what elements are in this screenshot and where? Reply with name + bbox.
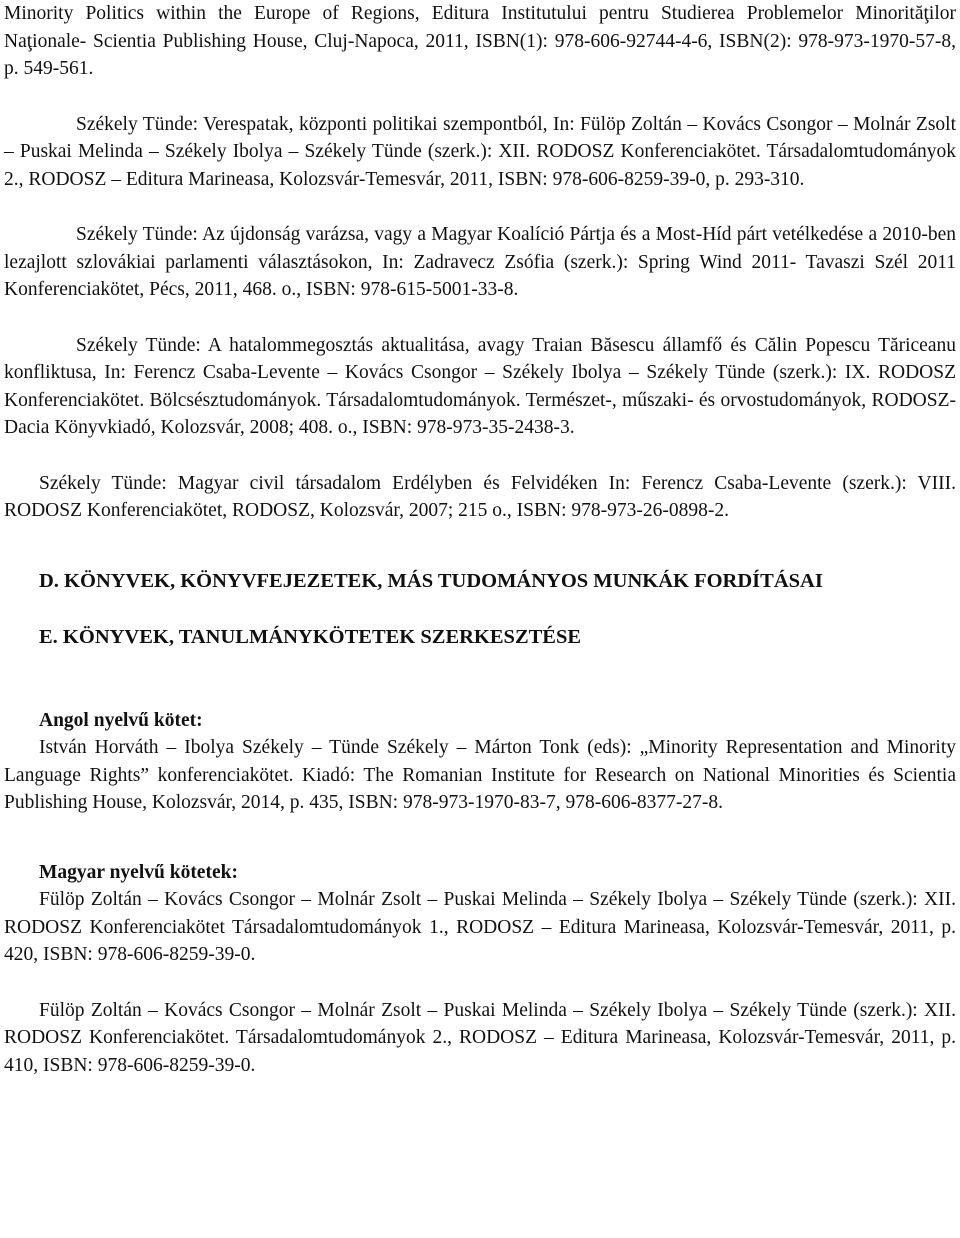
section-heading-d: D. KÖNYVEK, KÖNYVFEJEZETEK, MÁS TUDOMÁNYOS MUNKÁK FORDÍTÁSAI xyxy=(39,569,823,592)
hungarian-volume-entry-1: Fülöp Zoltán – Kovács Csongor – Molnár Zsolt – Puskai Melinda – Székely Ibolya – Székely Tünde (szerk.): XII. RODOSZ Konferenciakötet Társadalomtudományok 1., RODOSZ – Editura Marineasa, Kolozsvár-Temesvár, 2011, p. 420, ISBN: 978-606-8259-39-0. xyxy=(4,889,956,965)
citation-ujdonsag-varazsa: Székely Tünde: Az újdonság varázsa, vagy a Magyar Koalíció Pártja és a Most-Híd párt vetélkedése a 2010-ben lezajlott szlovákiai parlamenti választásokon, In: Zadravecz Zsófia (szerk.): Spring Wind 2011- Tavaszi Szél 2011 Konferenciakötet, Pécs, 2011, 468. o., ISBN: 978-615-5001-33-8. xyxy=(4,224,956,300)
citation-civil-tarsadalom: Székely Tünde: Magyar civil társadalom Erdélyben és Felvidéken In: Ferencz Csaba-Levente (szerk.): VIII. RODOSZ Konferenciakötet, RODOSZ, Kolozsvár, 2007; 215 o., ISBN: 978-973-26-0898-2. xyxy=(4,472,956,521)
english-volume-entry: István Horváth – Ibolya Székely – Tünde Székely – Márton Tonk (eds): „Minority Representation and Minority Language Rights” konferenciakötet. Kiadó: The Romanian Institute for Research on National Minorities és Scientia Publishing House, Kolozsvár, 2014, p. 435, ISBN: 978-973-1970-83-7, 978-606-8377-27-8. xyxy=(4,737,956,813)
citation-verespatak: Székely Tünde: Verespatak, központi politikai szempontból, In: Fülöp Zoltán – Kovács Csongor – Molnár Zsolt – Puskai Melinda – Székely Ibolya – Székely Tünde (szerk.): XII. RODOSZ Konferenciakötet. Társadalomtudományok 2., RODOSZ – Editura Marineasa, Kolozsvár-Temesvár, 2011, ISBN: 978-606-8259-39-0, p. 293-310. xyxy=(4,113,956,190)
spacer xyxy=(4,817,956,859)
spacer xyxy=(4,304,956,332)
spacer xyxy=(4,651,956,707)
spacer xyxy=(4,193,956,221)
english-volume-title: Angol nyelvű kötet: xyxy=(39,709,203,731)
citation-minority-politics: Minority Politics within the Europe of Regions, Editura Institutului pentru Studierea Problemelor Minorităţilor Naţionale- Scientia Publishing House, Cluj-Napoca, 2011, ISBN(1): 978-606-92744-4-6, ISBN(2): 978-973-1970-57-8, p. 549-561. xyxy=(4,3,956,79)
section-heading-e: E. KÖNYVEK, TANULMÁNYKÖTETEK SZERKESZTÉSE xyxy=(39,625,582,648)
spacer xyxy=(4,83,956,111)
hungarian-volume-entry-2: Fülöp Zoltán – Kovács Csongor – Molnár Zsolt – Puskai Melinda – Székely Ibolya – Székely Tünde (szerk.): XII. RODOSZ Konferenciakötet. Társadalomtudományok 2., RODOSZ – Editura Marineasa, Kolozsvár-Temesvár, 2011, p. 410, ISBN: 978-606-8259-39-0. xyxy=(4,999,956,1076)
spacer xyxy=(4,442,956,470)
spacer xyxy=(4,595,956,623)
spacer xyxy=(4,969,956,997)
citation-hatalommegosztas: Székely Tünde: A hatalommegosztás aktualitása, avagy Traian Băsescu államfő és Călin Popescu Tăriceanu konfliktusa, In: Ferencz Csaba-Levente – Kovács Csongor – Székely Ibolya – Székely Tünde (szerk.): IX. RODOSZ Konferenciakötet. Bölcsésztudományok. Társadalomtudományok. Természet-, műszaki- és orvostudományok, RODOSZ-Dacia Könyvkiadó, Kolozsvár, 2008; 408. o., ISBN: 978-973-35-2438-3. xyxy=(4,334,956,438)
spacer xyxy=(4,525,956,567)
hungarian-volumes-title: Magyar nyelvű kötetek: xyxy=(39,861,238,883)
